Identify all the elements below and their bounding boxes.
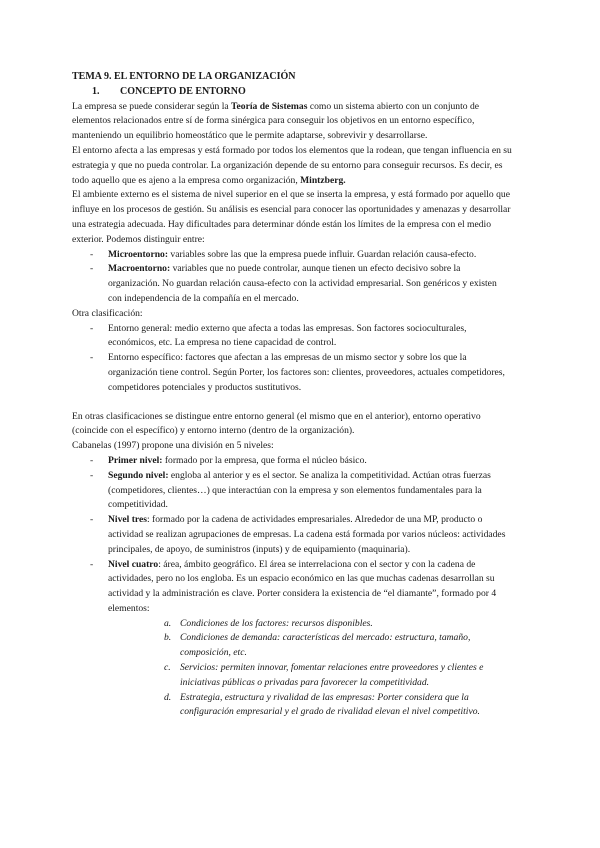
sublist-marker: a.: [164, 617, 172, 629]
dash-bullet: -: [90, 469, 94, 481]
list-item: [72, 248, 512, 263]
list-text: formado por la empresa, que forma el núcleo básico.: [162, 454, 367, 466]
sublist-text: Estrategia, estructura y rivalidad de las empresas: Porter considera que la configuración empresarial y el grado de rivalidad elevan el nivel competitivo.: [180, 691, 480, 718]
list-term: Microentorno:: [108, 248, 169, 260]
list-term: Macroentorno:: [108, 263, 171, 275]
list-item: [72, 469, 512, 513]
paragraph-systems-theory: [72, 100, 512, 144]
document-title: TEMA 9. EL ENTORNO DE LA ORGANIZACIÓN: [72, 71, 296, 82]
sublist-text: Servicios: permiten innovar, fomentar relaciones entre proveedores y clientes e iniciativas públicas o privadas para favorecer la competitividad.: [180, 662, 484, 688]
list-text: Entorno general: medio externo que afecta a todas las empresas. Son factores socioculturales, económicos, etc. La empresa no tiene capacidad de control.: [108, 322, 467, 349]
section-heading: [72, 85, 512, 100]
list-item: [72, 454, 512, 469]
paragraph-cabanelas: Cabanelas (1997) propone una división en 5 niveles:: [72, 440, 274, 452]
list-term: Nivel tres: [108, 514, 147, 526]
p1-text-c: como un sistema abierto con un conjunto de elementos relacionados entre sí de forma sinérgica para conseguir los objetivos en un entorno específico, manteniendo un equilibrio homeostático que le permite adaptarse, sobrevivir y desarrollarse.: [72, 100, 480, 142]
dash-bullet: -: [90, 454, 94, 466]
general-specific-list: [72, 322, 512, 396]
dash-bullet: -: [90, 352, 94, 364]
list-item: [72, 351, 512, 395]
paragraph-environment-definition: [72, 144, 512, 188]
paragraph-external-environment: El ambiente externo es el sistema de nivel superior en el que se inserta la empresa, y está formado por aquello que influye en los procesos de gestión. Su análisis es esencial para conocer las oportunidades y amenazas y desarrollar una estrategia adecuada. Hay dificultades para determinar dónde están los límites de la empresa con el medio exterior. Podemos distinguir entre:: [72, 189, 511, 245]
list-item: [72, 513, 512, 557]
list-text: Entorno específico: factores que afectan a las empresas de un mismo sector y sobre los que la organización tiene control. Según Porter, los factores son: clientes, proveedores, actuales competidores, competidores potenciales y productos sustitutivos.: [108, 352, 505, 393]
list-item: [72, 322, 512, 352]
p1-bold-term: Teoría de Sistemas: [231, 100, 308, 112]
p2-text-a: El entorno afecta a las empresas y está formado por todos los elementos que la rodean, que tengan influencia en su estrategia y que no pueda controlar. La organización depende de su entorno para conseguir recursos. Es decir, es todo aquello que es ajeno a la empresa como organización,: [72, 144, 512, 186]
list-text: engloba al anterior y es el sector. Se analiza la competitividad. Actúan otras fuerzas (competidores, clientes…) que interactúan con la empresa y son elementos fundamentales para la competitividad.: [108, 469, 491, 511]
sublist-item: [108, 661, 512, 691]
micro-macro-list: [72, 248, 512, 307]
levels-list: [72, 454, 512, 720]
sublist-marker: c.: [164, 662, 171, 674]
diamond-elements-list: [108, 617, 512, 721]
p2-bold-author: Mintzberg.: [300, 174, 346, 186]
dash-bullet: -: [90, 322, 94, 334]
sublist-item: [108, 617, 512, 632]
dash-bullet: -: [90, 248, 94, 260]
sublist-item: [108, 631, 512, 661]
paragraph-other-classification: Otra clasificación:: [72, 307, 143, 319]
paragraph-spacer: [72, 396, 512, 410]
list-text: : formado por la cadena de actividades empresariales. Alrededor de una MP, producto o actividad se realizan agrupaciones de empresas. La cadena está formada por varios núcleos: actividades principales, de apoyo, de suministros (inputs) y de equipamiento (maquinaria).: [108, 514, 506, 555]
section-number: 1.: [92, 85, 100, 97]
sublist-marker: d.: [164, 691, 172, 703]
document-page: [72, 70, 512, 720]
list-term: Segundo nivel:: [108, 469, 169, 481]
section-label: CONCEPTO DE ENTORNO: [120, 85, 246, 97]
list-term: Nivel cuatro: [108, 558, 159, 570]
sublist-marker: b.: [164, 632, 172, 644]
dash-bullet: -: [90, 558, 94, 570]
list-text: variables sobre las que la empresa puede influir. Guardan relación causa-efecto.: [168, 248, 477, 260]
dash-bullet: -: [90, 263, 94, 275]
dash-bullet: -: [90, 514, 94, 526]
sublist-item: [108, 691, 512, 721]
list-item: [72, 558, 512, 721]
sublist-text: Condiciones de demanda: características del mercado: estructura, tamaño, composición, etc.: [180, 632, 471, 659]
list-item: [72, 262, 512, 306]
sublist-text: Condiciones de los factores: recursos disponibles.: [180, 617, 373, 629]
p1-text-a: La empresa se puede considerar según la: [72, 100, 232, 112]
list-text: : área, ámbito geográfico. El área se interrelaciona con el sector y con la cadena de actividades, pero no los engloba. Es un espacio económico en las que muchas cadenas desarrollan su actividad y la administración es clave. Porter considera la existencia de “el diamante”, formado por 4 elementos:: [108, 558, 497, 614]
list-text: variables que no puede controlar, aunque tienen un efecto decisivo sobre la organización. No guardan relación causa-efecto con la actividad empresarial. Son genéricos y existen con independencia de la compañía en el mercado.: [108, 263, 497, 304]
list-term: Primer nivel:: [108, 454, 163, 466]
paragraph-other-classifications: En otras clasificaciones se distingue entre entorno general (el mismo que en el anterior), entorno operativo (coincide con el específico) y entorno interno (dentro de la organización).: [72, 410, 481, 437]
